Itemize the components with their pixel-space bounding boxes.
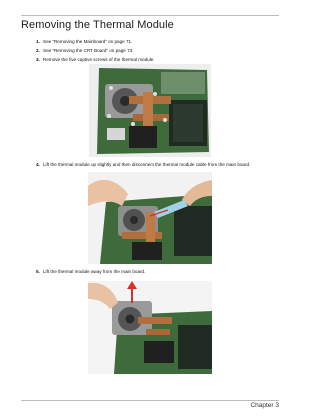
step-5-text: Lift the thermal module away from the main board. xyxy=(43,269,146,274)
disconnect-cable-photo xyxy=(88,172,212,264)
step-2-number: 2. xyxy=(36,48,40,53)
step-4 xyxy=(36,162,281,168)
step-4-number: 4. xyxy=(36,162,40,167)
step-5-number: 5. xyxy=(36,269,40,274)
step-1 xyxy=(36,39,276,45)
step-3-text: Remove the five captive screws of the thermal module. xyxy=(43,57,155,62)
step-1-number: 1. xyxy=(36,39,40,44)
chapter-label: Chapter 3 xyxy=(250,402,279,409)
lift-thermal-module-photo xyxy=(88,281,212,374)
step-3 xyxy=(36,57,276,63)
footer-rule xyxy=(21,400,279,401)
thermal-module-screws-photo xyxy=(89,64,211,157)
step-2 xyxy=(36,48,276,54)
step-5 xyxy=(36,269,276,275)
page-title: Removing the Thermal Module xyxy=(21,19,174,31)
step-3-number: 3. xyxy=(36,57,40,62)
step-4-text: Lift the thermal module up slightly and then disconnect the thermal module cable from the main board. xyxy=(43,162,251,167)
header-rule xyxy=(21,15,279,16)
step-1-text: See “Removing the Mainboard” on page 71. xyxy=(43,39,133,44)
step-2-text: See “Removing the CRT Board” on page 73. xyxy=(43,48,134,53)
